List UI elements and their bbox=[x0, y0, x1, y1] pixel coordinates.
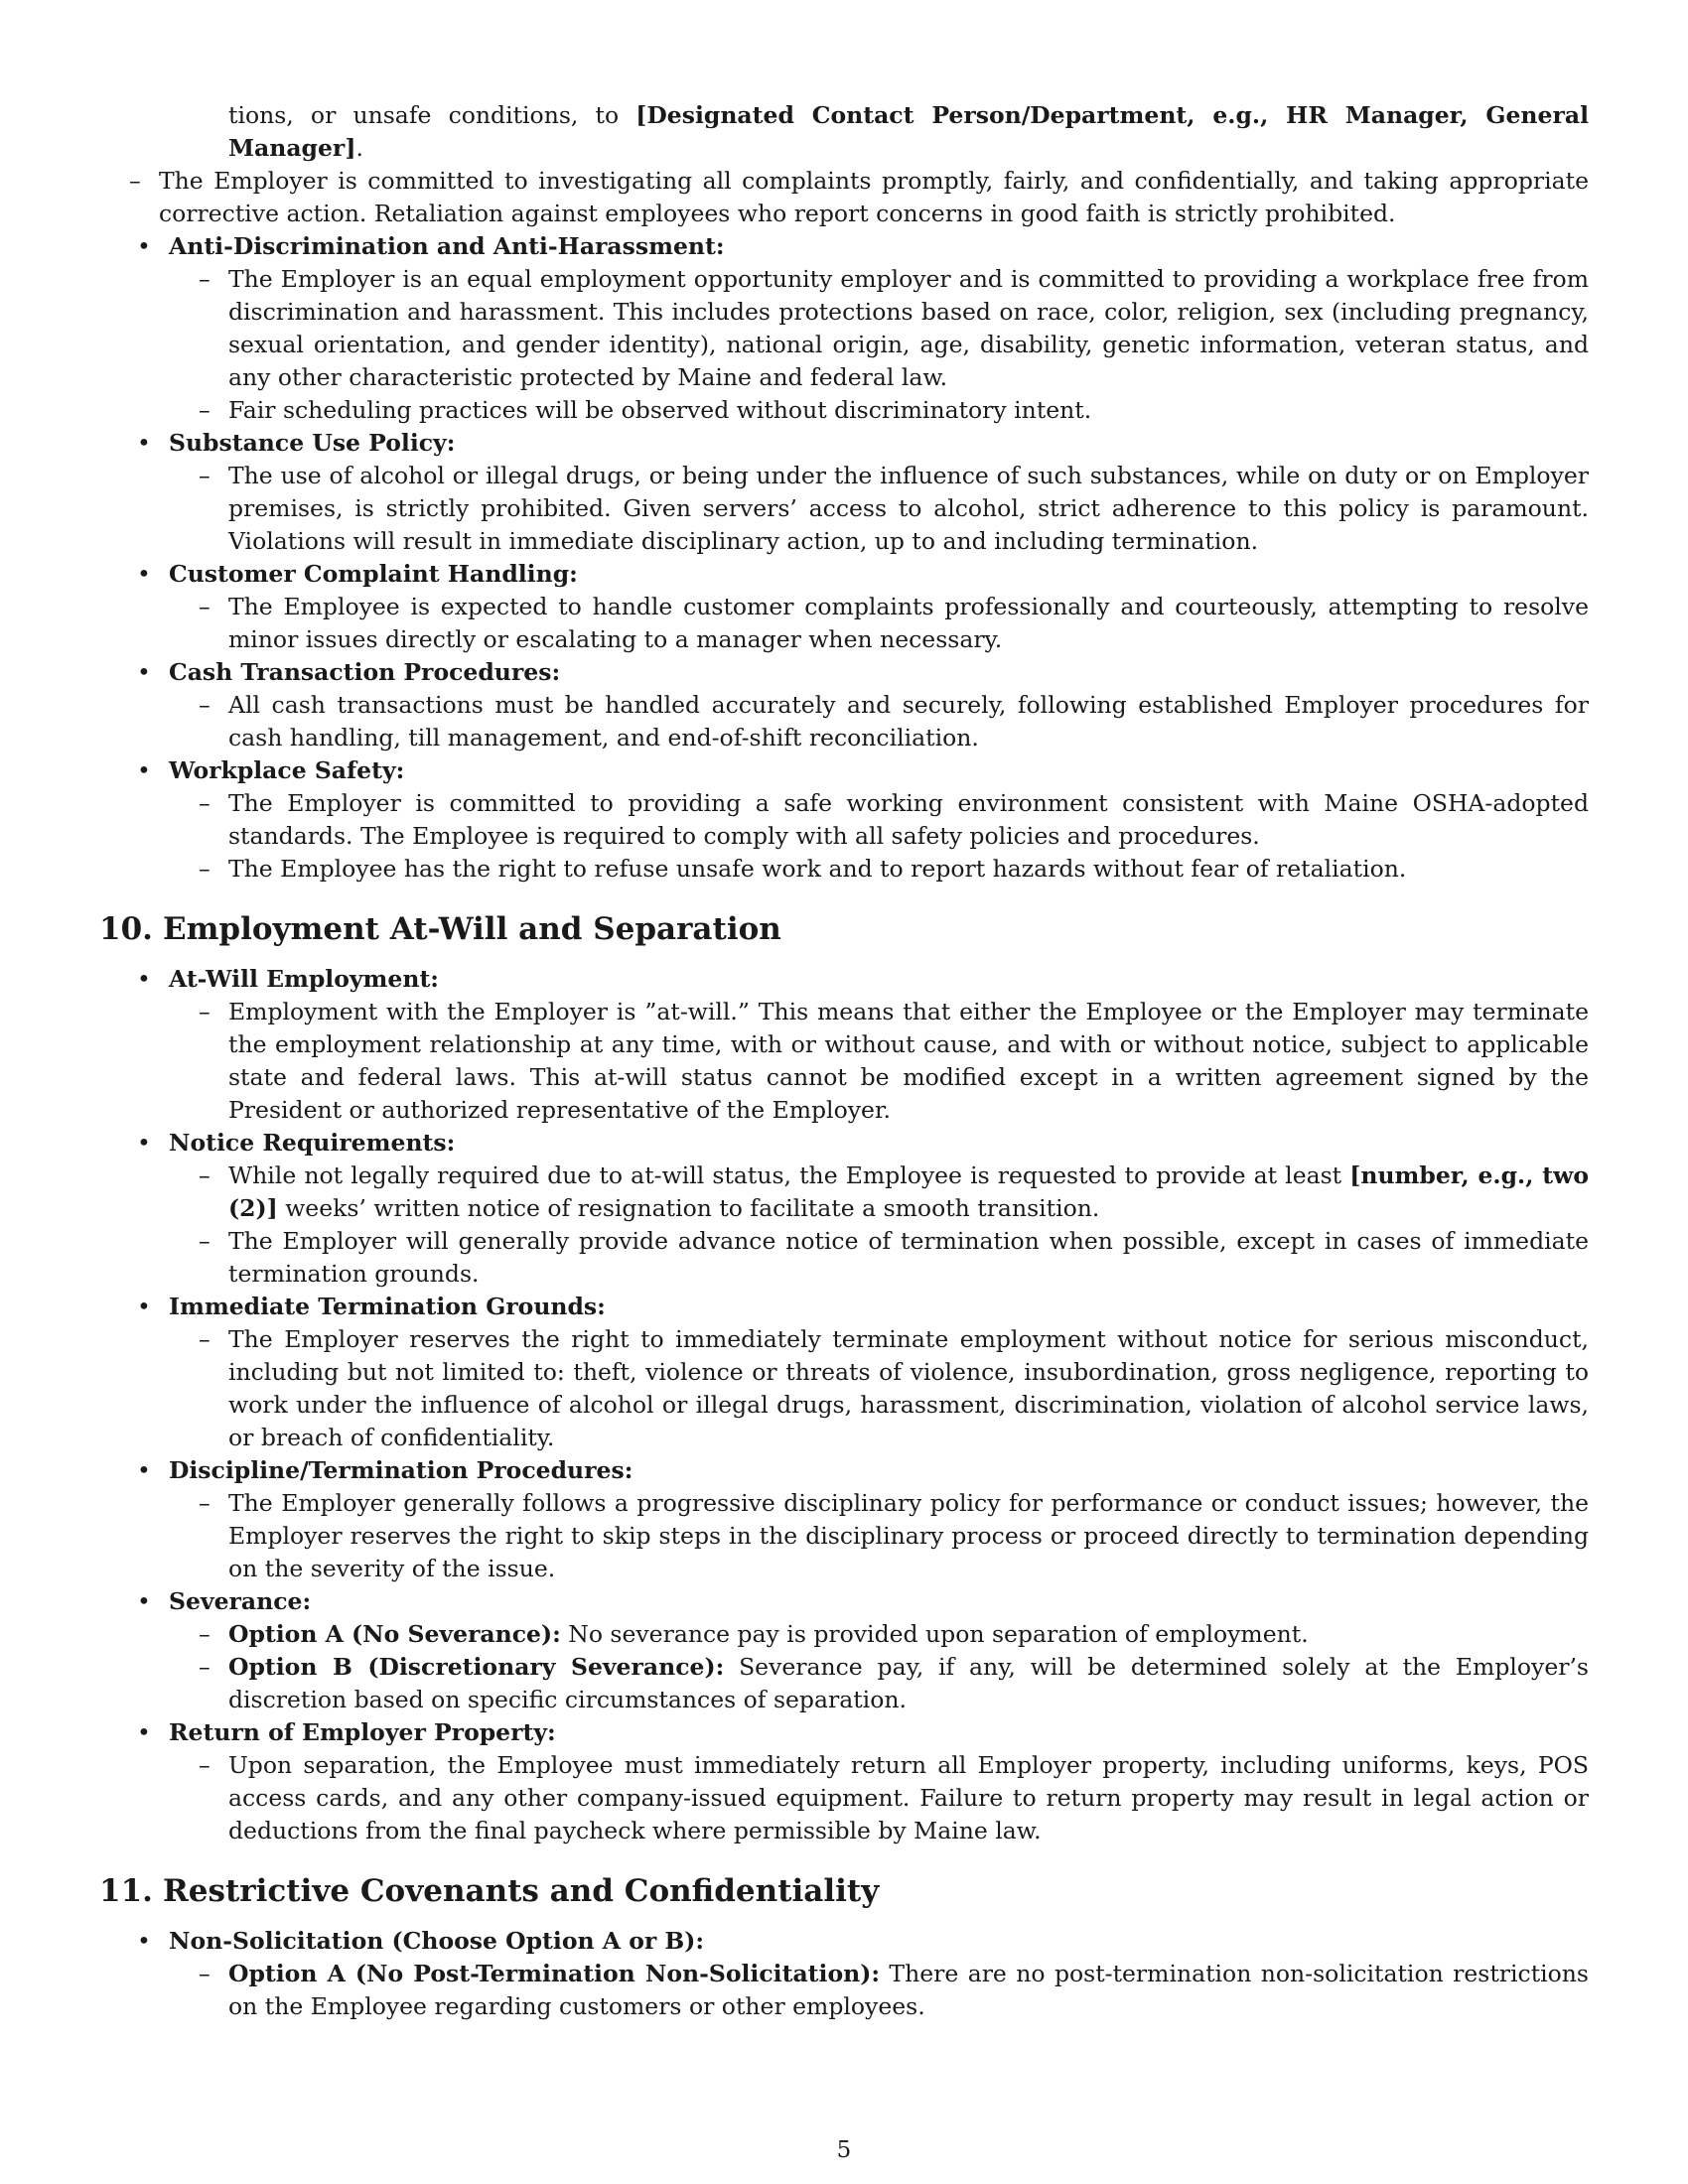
section-10-heading: 10. Employment At-Will and Separation bbox=[99, 911, 781, 947]
list-item: – Upon separation, the Employee must immediately return all Employer property, including uniforms, keys, POS access cards, and any other company-issued equipment. Failure to return property may result in legal action or deductions from the final paycheck where permissible by Maine law. bbox=[169, 1749, 1589, 1847]
policy-substance-use bbox=[99, 427, 1589, 558]
return-property bbox=[99, 1716, 1589, 1847]
list-item: – All cash transactions must be handled accurately and securely, following established Employer procedures for cash handling, till management, and end-of-shift reconciliation. bbox=[169, 689, 1589, 754]
non-solicitation bbox=[99, 1925, 1589, 2023]
notice-requirements bbox=[99, 1127, 1589, 1291]
list-item: – Option B (Discretionary Severance): Severance pay, if any, will be determined solely at the Employer’s discretion based on specific circumstances of separation. bbox=[169, 1651, 1589, 1716]
list-item: – The Employer is an equal employment opportunity employer and is committed to providing a workplace free from discrimination and harassment. This includes protections based on race, color, religion, sex (including pregnancy, sexual orientation, and gender identity), national origin, age, disability, genetic information, veteran status, and any other characteristic protected by Maine and federal law. bbox=[169, 263, 1589, 394]
list-item: – The Employee has the right to refuse unsafe work and to report hazards without fear of retaliation. bbox=[169, 853, 1589, 886]
list-item: – The Employer reserves the right to immediately terminate employment without notice for serious misconduct, including but not limited to: theft, violence or threats of violence, insubordination, gross negligence, reporting to work under the influence of alcohol or illegal drugs, harassment, discrimination, violation of alcohol service laws, or breach of confidentiality. bbox=[169, 1323, 1589, 1454]
list-item: – The Employee is expected to handle customer complaints professionally and courteously, attempting to resolve minor issues directly or escalating to a manager when necessary. bbox=[169, 591, 1589, 656]
list-item: – The Employer will generally provide advance notice of termination when possible, except in cases of immediate termination grounds. bbox=[169, 1225, 1589, 1291]
item-title: Immediate Termination Grounds: bbox=[169, 1293, 606, 1320]
list-item: – While not legally required due to at-will status, the Employee is requested to provide at least [number, e.g., two (2)] weeks’ written notice of resignation to facilitate a smooth transition. bbox=[169, 1160, 1589, 1225]
item-title: Severance: bbox=[169, 1587, 312, 1615]
item-title: At-Will Employment: bbox=[169, 965, 439, 993]
policy-anti-discrimination bbox=[99, 230, 1589, 427]
discipline-procedures bbox=[99, 1454, 1589, 1585]
section-10-list bbox=[99, 963, 1589, 1847]
list-item: – Employment with the Employer is ”at-will.” This means that either the Employee or the Employer may terminate the employment relationship at any time, with or without cause, and with or without notice, subject to applicable state and federal laws. This at-will status cannot be modified except in a written agreement signed by the President or authorized representative of the Employer. bbox=[169, 996, 1589, 1127]
policy-title: Substance Use Policy: bbox=[169, 429, 456, 457]
policy-title: Workplace Safety: bbox=[169, 756, 405, 784]
page-content bbox=[99, 99, 1589, 2023]
page-number: 5 bbox=[836, 2137, 852, 2163]
list-item: – The Employer is committed to providing a safe working environment consistent with Maine OSHA-adopted standards. The Employee is required to comply with all safety policies and procedures. bbox=[169, 787, 1589, 853]
retaliation-item: – The Employer is committed to investigating all complaints promptly, fairly, and confidentially, and taking appropriate corrective action. Retaliation against employees who report concerns in good faith is strictly prohibited. bbox=[99, 165, 1589, 230]
policy-cash-transactions bbox=[99, 656, 1589, 754]
continuation-text: tions, or unsafe conditions, to [Designated Contact Person/Department, e.g., HR Manager, General Manager]. bbox=[228, 101, 1589, 162]
policy-title: Customer Complaint Handling: bbox=[169, 560, 578, 588]
at-will-employment bbox=[99, 963, 1589, 1127]
list-item: – The Employer generally follows a progressive disciplinary policy for performance or conduct issues; however, the Employer reserves the right to skip steps in the disciplinary process or proceed directly to termination depending on the severity of the issue. bbox=[169, 1487, 1589, 1585]
list-item: – Option A (No Post-Termination Non-Solicitation): There are no post-termination non-solicitation restrictions on the Employee regarding customers or other employees. bbox=[169, 1958, 1589, 2023]
list-item: – Fair scheduling practices will be observed without discriminatory intent. bbox=[169, 394, 1589, 427]
list-item: – Option A (No Severance): No severance pay is provided upon separation of employment. bbox=[169, 1618, 1589, 1651]
item-title: Discipline/Termination Procedures: bbox=[169, 1456, 633, 1484]
section-11-list bbox=[99, 1925, 1589, 2023]
policy-title: Anti-Discrimination and Anti-Harassment: bbox=[169, 232, 725, 260]
policy-customer-complaints bbox=[99, 558, 1589, 656]
immediate-termination bbox=[99, 1291, 1589, 1454]
policy-list bbox=[99, 230, 1589, 886]
severance bbox=[99, 1585, 1589, 1716]
continuation-list bbox=[99, 165, 1589, 230]
section-11-heading: 11. Restrictive Covenants and Confidentiality bbox=[99, 1873, 880, 1909]
item-title: Notice Requirements: bbox=[169, 1129, 456, 1157]
policy-workplace-safety bbox=[99, 754, 1589, 886]
item-title: Non-Solicitation (Choose Option A or B): bbox=[169, 1927, 705, 1955]
policy-title: Cash Transaction Procedures: bbox=[169, 658, 561, 686]
item-title: Return of Employer Property: bbox=[169, 1718, 556, 1746]
list-item: – The use of alcohol or illegal drugs, or being under the influence of such substances, while on duty or on Employer premises, is strictly prohibited. Given servers’ access to alcohol, strict adherence to this policy is paramount. Violations will result in immediate disciplinary action, up to and including termination. bbox=[169, 460, 1589, 558]
